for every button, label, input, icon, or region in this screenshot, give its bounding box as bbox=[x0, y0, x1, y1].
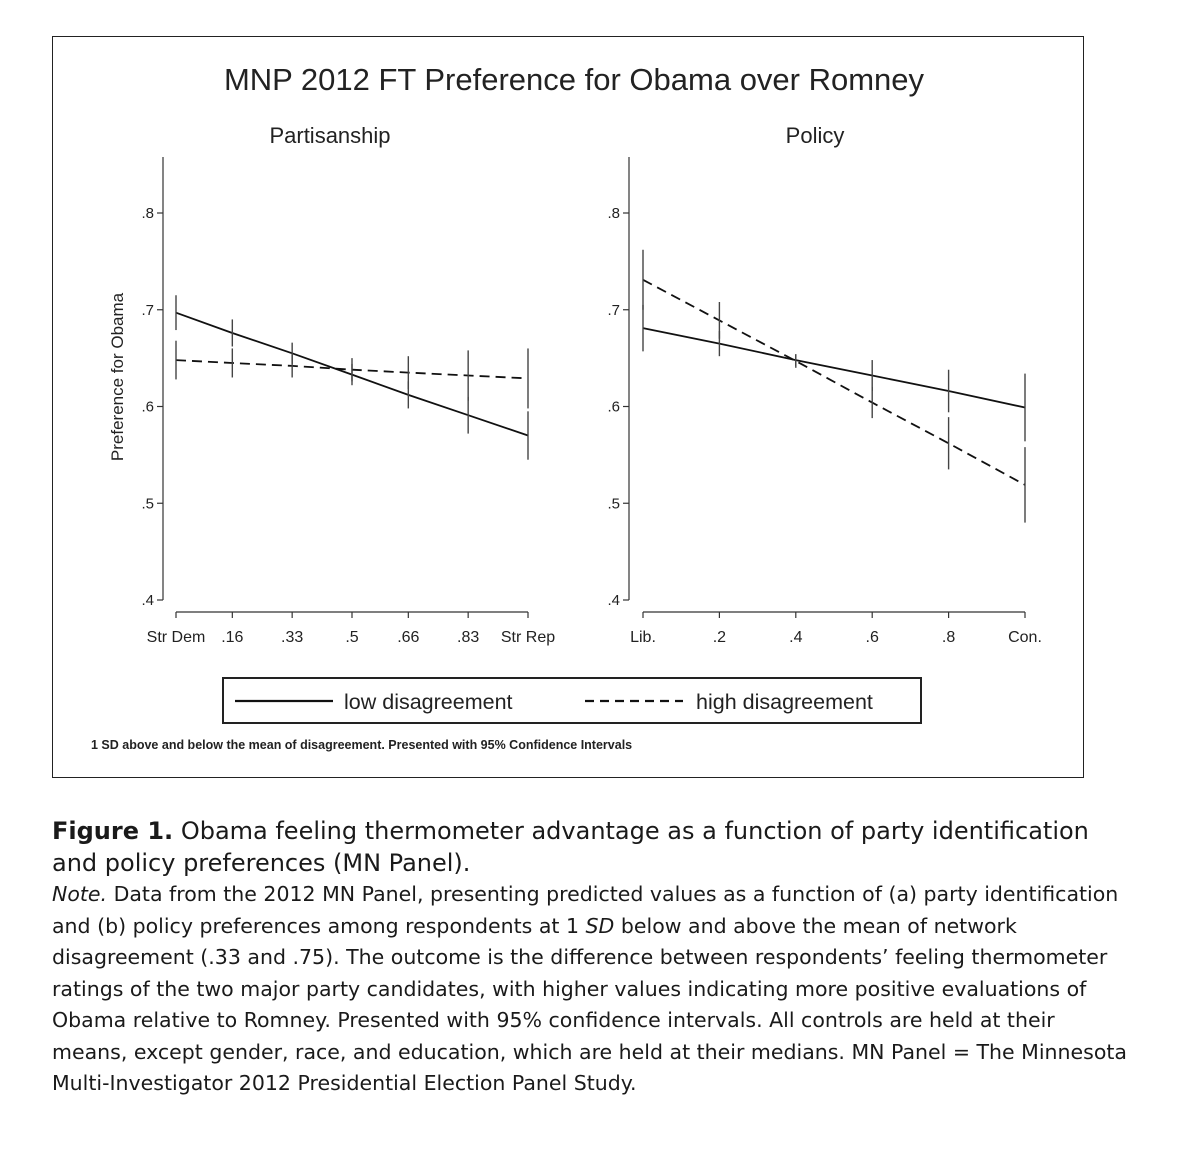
y-tick-label: .6 bbox=[141, 398, 154, 416]
caption-note-text-1: Data from the 2012 MN Panel, presenting predicted values as a function of (a) party identification and (b) policy preferences among respondents at 1 bbox=[52, 882, 1119, 938]
x-tick-label: Str Dem bbox=[146, 629, 206, 646]
caption-note-sd: SD bbox=[585, 913, 615, 938]
y-tick-label: .8 bbox=[141, 205, 154, 222]
panel-title-partisanship: Partisanship bbox=[269, 123, 391, 148]
x-tick-label: Con. bbox=[1008, 629, 1042, 646]
caption-title-text: Obama feeling thermometer advantage as a function of party identification and policy preferences (MN Panel). bbox=[52, 817, 1089, 877]
x-tick-label: .83 bbox=[457, 629, 480, 646]
panel-policy bbox=[607, 157, 1041, 646]
x-tick-label: .66 bbox=[397, 629, 420, 646]
x-tick-label: .16 bbox=[221, 629, 244, 646]
y-tick-label: .7 bbox=[607, 301, 620, 319]
figure-caption bbox=[52, 815, 1132, 1100]
y-tick-label: .7 bbox=[141, 301, 154, 319]
panel-partisanship bbox=[141, 157, 555, 646]
x-tick-label: .5 bbox=[345, 629, 359, 646]
caption-note-label: Note. bbox=[52, 882, 108, 906]
x-tick-label: Str Rep bbox=[500, 629, 556, 646]
legend-label-low: low disagreement bbox=[344, 690, 513, 714]
series-line-low-policy bbox=[643, 328, 1025, 407]
legend-label-high: high disagreement bbox=[696, 690, 873, 714]
y-tick-label: .4 bbox=[607, 592, 620, 609]
x-tick-label: .6 bbox=[865, 629, 879, 646]
legend bbox=[223, 678, 921, 723]
chart-title: MNP 2012 FT Preference for Obama over Romney bbox=[223, 62, 925, 97]
chart-canvas bbox=[53, 37, 1083, 777]
caption-title bbox=[52, 815, 1132, 879]
x-tick-label: .2 bbox=[712, 629, 727, 646]
chart-footnote: 1 SD above and below the mean of disagreement. Presented with 95% Confidence Intervals bbox=[91, 738, 633, 752]
x-tick-label: Lib. bbox=[630, 629, 656, 646]
y-tick-label: .8 bbox=[607, 205, 620, 222]
y-tick-label: .4 bbox=[141, 592, 154, 609]
figure-frame bbox=[52, 36, 1084, 778]
x-tick-label: .33 bbox=[281, 629, 304, 646]
panel-title-policy: Policy bbox=[785, 123, 845, 148]
caption-note-text-2: below and above the mean of network disagreement (.33 and .75). The outcome is the difference between respondents’ feeling thermometer ratings of the two major party candidates, with higher values indicating more positive evaluations of Obama relative to Romney. Presented with 95% confidence intervals. All controls are held at their means, except gender, race, and education, which are held at their medians. MN Panel = The Minnesota Multi-Investigator 2012 Presidential Election Panel Study. bbox=[52, 913, 1127, 1095]
y-tick-label: .5 bbox=[141, 495, 154, 513]
x-tick-label: .4 bbox=[789, 629, 803, 646]
y-axis-label: Preference for Obama bbox=[108, 292, 127, 462]
series-line-high-policy bbox=[643, 280, 1025, 485]
caption-label: Figure 1. bbox=[52, 817, 174, 845]
y-tick-label: .5 bbox=[607, 495, 620, 513]
caption-note bbox=[52, 879, 1132, 1100]
x-tick-label: .8 bbox=[941, 629, 956, 646]
y-tick-label: .6 bbox=[607, 398, 620, 416]
